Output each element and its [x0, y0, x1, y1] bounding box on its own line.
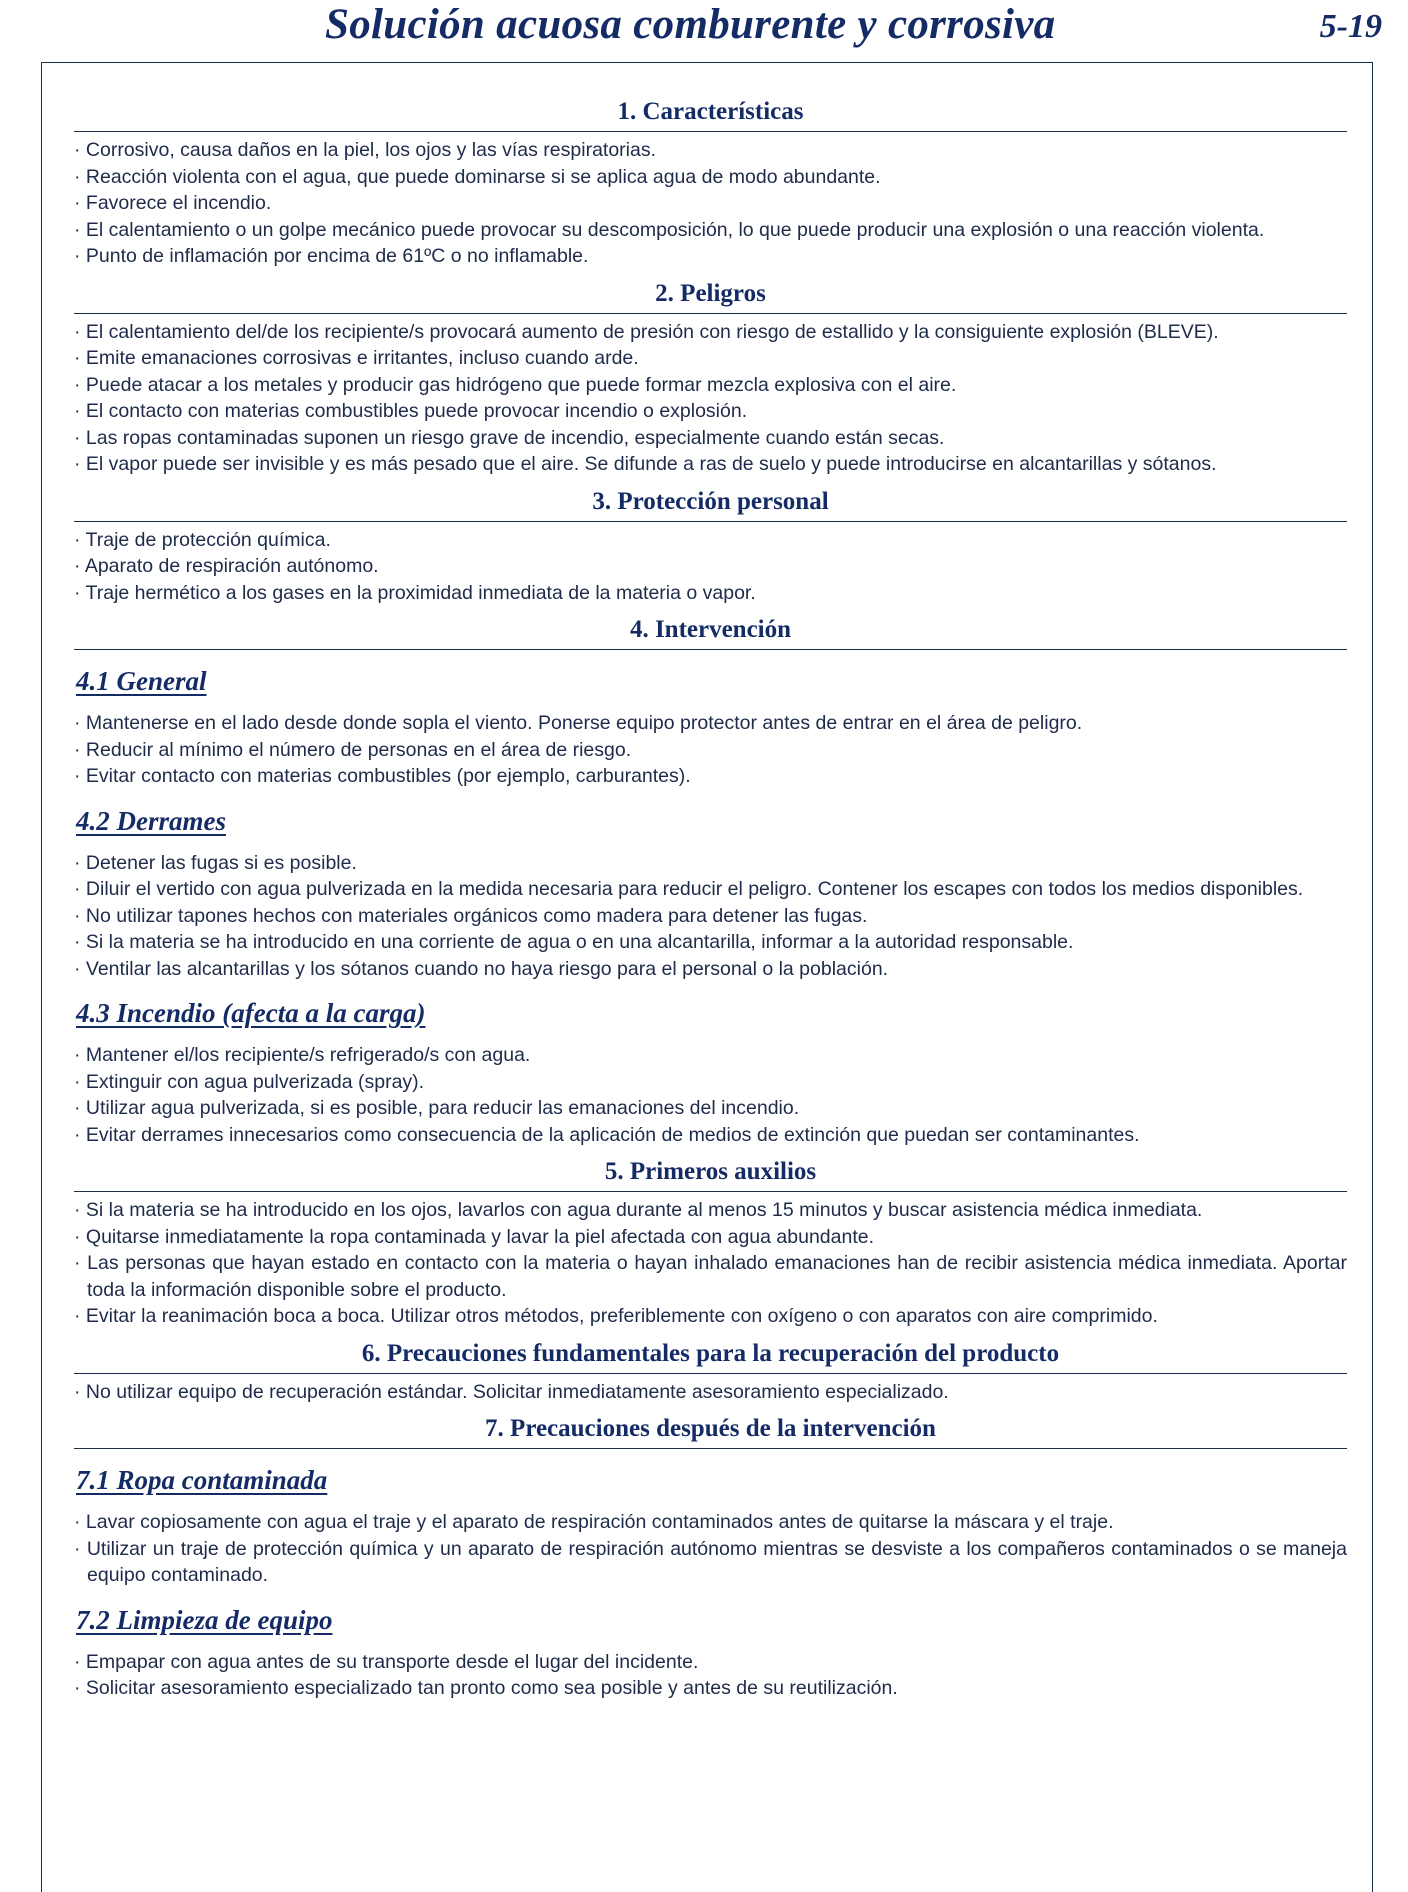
list-item: · Aparato de respiración autónomo. — [74, 555, 379, 577]
list-item: · Corrosivo, causa daños en la piel, los ojos y las vías respiratorias. — [74, 139, 657, 161]
section-title: 4. Intervención — [74, 614, 1347, 650]
list-item: · Traje de protección química. — [74, 528, 331, 551]
page-title: Solución acuosa comburente y corrosiva — [325, 1, 1056, 48]
list-item: · Empapar con agua antes de su transporte desde el lugar del incidente. — [74, 1650, 699, 1673]
list-item: · Ventilar las alcantarillas y los sótanos cuando no haya riesgo para el personal o la población. — [74, 957, 889, 980]
list-item: · Puede atacar a los metales y producir gas hidrógeno que puede formar mezcla explosiva con el aire. — [74, 373, 957, 396]
section-title: 1. Características — [74, 96, 1347, 132]
section-peligros — [74, 278, 1347, 478]
list-item: · Extinguir con agua pulverizada (spray). — [74, 1070, 425, 1093]
subsection-title: 7.2 Limpieza de equipo — [76, 1604, 333, 1635]
page-number: 5-19 — [1319, 8, 1382, 45]
list-item: · No utilizar tapones hechos con materiales orgánicos como madera para detener las fugas. — [74, 904, 868, 927]
section-intervencion — [74, 614, 1347, 1148]
list-item: · El vapor puede ser invisible y es más pesado que el aire. Se difunde a ras de suelo y puede introducirse en alcantarillas y sótanos. — [74, 453, 1217, 475]
document-body — [74, 96, 1347, 1710]
section-proteccion-personal — [74, 486, 1347, 607]
list-item: · Lavar copiosamente con agua el traje y el aparato de respiración contaminados antes de quitarse la máscara y el traje. — [74, 1511, 1114, 1533]
list-item: · Diluir el vertido con agua pulverizada en la medida necesaria para reducir el peligro. Contener los escapes con todos los medios disponibles. — [74, 878, 1304, 900]
item-list — [74, 1509, 1347, 1589]
section-title: 3. Protección personal — [74, 486, 1347, 522]
list-item: · Evitar la reanimación boca a boca. Utilizar otros métodos, preferiblemente con oxígeno o con aparatos con aire comprimido. — [74, 1305, 1158, 1327]
list-item: · Si la materia se ha introducido en una corriente de agua o en una alcantarilla, informar a la autoridad responsable. — [74, 931, 1074, 953]
list-item: · Favorece el incendio. — [74, 192, 272, 214]
section-despues-intervencion — [74, 1413, 1347, 1702]
page-header — [0, 0, 1408, 58]
list-item: · Utilizar agua pulverizada, si es posible, para reducir las emanaciones del incendio. — [74, 1097, 800, 1119]
item-list — [74, 1197, 1347, 1330]
list-item: · Punto de inflamación por encima de 61ºC o no inflamable. — [74, 245, 589, 267]
subsection-title: 4.3 Incendio (afecta a la carga) — [76, 998, 426, 1028]
list-item: · Emite emanaciones corrosivas e irritantes, incluso cuando arde. — [74, 347, 639, 369]
list-item: · Reducir al mínimo el número de personas en el área de riesgo. — [74, 738, 632, 761]
section-recuperacion-producto — [74, 1338, 1347, 1406]
section-caracteristicas — [74, 96, 1347, 270]
list-item: · Las personas que hayan estado en contacto con la materia o hayan inhalado emanaciones han de recibir asistencia médica inmediata. Aportar toda la información disponible sobre el producto. — [74, 1252, 1347, 1301]
list-item: · Evitar contacto con materias combustibles (por ejemplo, carburantes). — [74, 765, 691, 787]
list-item: · El calentamiento del/de los recipiente/s provocará aumento de presión con riesgo de estallido y la consiguiente explosión (BLEVE). — [74, 320, 1219, 343]
list-item: · Detener las fugas si es posible. — [74, 851, 357, 874]
subsection-title: 4.1 General — [76, 666, 207, 696]
item-list — [74, 1379, 1347, 1406]
item-list — [74, 1042, 1347, 1148]
section-title: 5. Primeros auxilios — [74, 1156, 1347, 1192]
subsection-title: 7.1 Ropa contaminada — [76, 1465, 328, 1495]
list-item: · El calentamiento o un golpe mecánico puede provocar su descomposición, lo que puede producir una explosión o una reacción violenta. — [74, 218, 1265, 241]
list-item: · Mantenerse en el lado desde donde sopla el viento. Ponerse equipo protector antes de entrar en el área de peligro. — [74, 712, 1083, 734]
list-item: · Las ropas contaminadas suponen un riesgo grave de incendio, especialmente cuando están secas. — [74, 426, 945, 449]
section-primeros-auxilios — [74, 1156, 1347, 1330]
subsection-title: 4.2 Derrames — [76, 805, 226, 836]
list-item: · El contacto con materias combustibles puede provocar incendio o explosión. — [74, 400, 748, 422]
item-list — [74, 137, 1347, 270]
list-item: · Quitarse inmediatamente la ropa contaminada y lavar la piel afectada con agua abundante. — [74, 1225, 875, 1248]
list-item: · Reacción violenta con el agua, que puede dominarse si se aplica agua de modo abundante. — [74, 165, 881, 188]
list-item: · No utilizar equipo de recuperación estándar. Solicitar inmediatamente asesoramiento especializado. — [74, 1380, 949, 1403]
list-item: · Mantener el/los recipiente/s refrigerado/s con agua. — [74, 1044, 531, 1066]
item-list — [74, 850, 1347, 983]
item-list — [74, 710, 1347, 790]
section-title: 6. Precauciones fundamentales para la recuperación del producto — [74, 1338, 1347, 1374]
item-list — [74, 527, 1347, 607]
list-item: · Si la materia se ha introducido en los ojos, lavarlos con agua durante al menos 15 minutos y buscar asistencia médica inmediata. — [74, 1199, 1203, 1221]
item-list — [74, 1649, 1347, 1702]
list-item: · Solicitar asesoramiento especializado tan pronto como sea posible y antes de su reutilización. — [74, 1677, 898, 1699]
list-item: · Traje hermético a los gases en la proximidad inmediata de la materia o vapor. — [74, 581, 756, 604]
item-list — [74, 319, 1347, 478]
section-title: 7. Precauciones después de la intervención — [74, 1413, 1347, 1449]
list-item: · Utilizar un traje de protección química y un aparato de respiración autónomo mientras se desviste a los compañeros contaminados o se maneja equipo contaminado. — [74, 1537, 1347, 1586]
list-item: · Evitar derrames innecesarios como consecuencia de la aplicación de medios de extinción que puedan ser contaminantes. — [74, 1123, 1140, 1146]
section-title: 2. Peligros — [74, 278, 1347, 314]
